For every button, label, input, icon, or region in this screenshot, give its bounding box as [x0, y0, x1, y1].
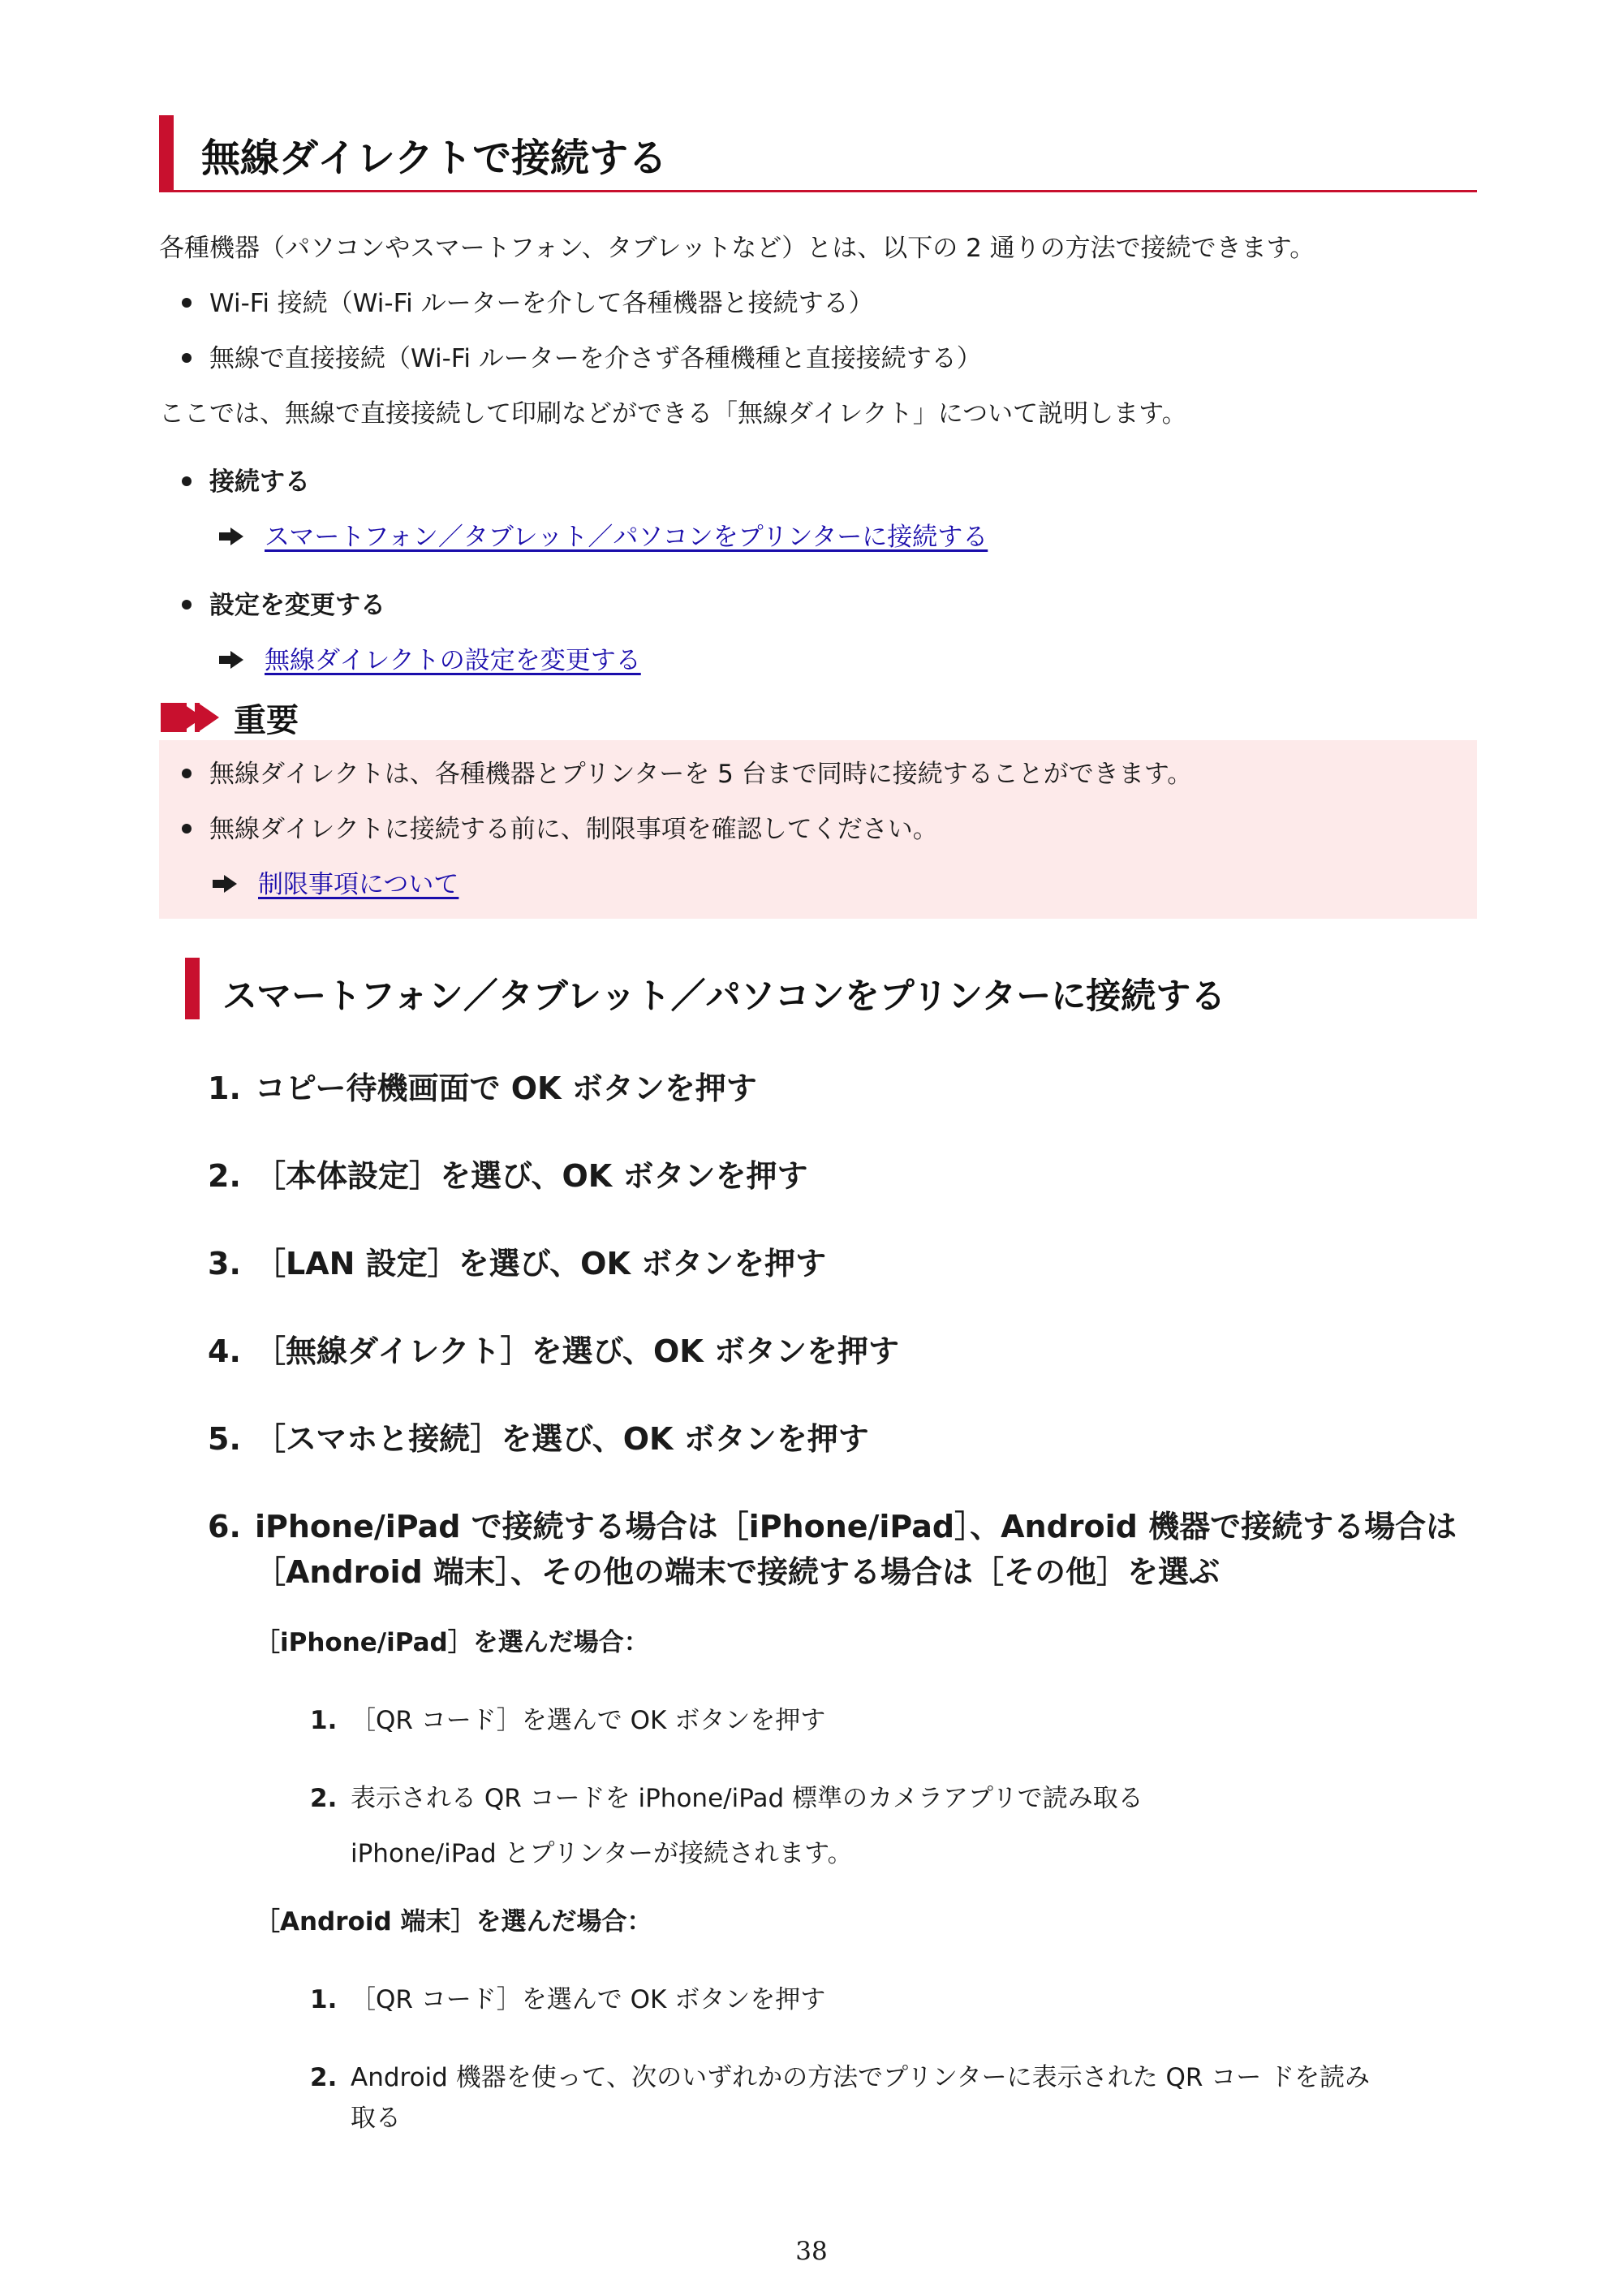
bullet-icon — [182, 298, 192, 308]
step-item: 5. ［スマホと接続］を選び、OK ボタンを押す — [208, 1421, 869, 1457]
bullet-icon — [182, 769, 192, 778]
toc-item-connect: 接続する — [182, 461, 310, 498]
intro-text: 各種機器（パソコンやスマートフォン、タブレットなど）とは、以下の 2 通りの方法で接続できます。 — [159, 234, 1315, 263]
bullet-icon — [182, 476, 192, 486]
android-label: ［Android 端末］を選んだ場合： — [255, 1907, 652, 1936]
section-accent-bar — [185, 958, 200, 1019]
important-item: 無線ダイレクトに接続する前に、制限事項を確認してください。 — [182, 808, 938, 845]
main-heading — [159, 115, 1477, 192]
arrow-right-icon — [219, 651, 243, 669]
step-item-continued: ［Android 端末］、その他の端末で接続する場合は［その他］を選ぶ — [255, 1554, 1220, 1590]
substep-item: 1. ［QR コード］を選んで OK ボタンを押す — [310, 1985, 826, 2014]
important-label: 重要 — [234, 702, 299, 739]
substep-item: 2. Android 機器を使って、次のいずれかの方法でプリンターに表示された QR コー ドを読み — [310, 2063, 1371, 2092]
step-item: 2. ［本体設定］を選び、OK ボタンを押す — [208, 1158, 808, 1194]
toc-link-row — [219, 640, 641, 676]
important-link-row — [213, 864, 458, 900]
important-item: 無線ダイレクトは、各種機器とプリンターを 5 台まで同時に接続することができます。 — [182, 753, 1192, 790]
method-item: Wi-Fi 接続（Wi-Fi ルーターを介して各種機器と接続する） — [182, 282, 874, 319]
step-item: 4. ［無線ダイレクト］を選び、OK ボタンを押す — [208, 1333, 899, 1369]
substep-item-continued: 取る — [351, 2104, 401, 2133]
link-connect-devices[interactable]: スマートフォン／タブレット／パソコンをプリンターに接続する — [265, 523, 988, 552]
substep-item: 1. ［QR コード］を選んで OK ボタンを押す — [310, 1706, 826, 1735]
bullet-icon — [182, 824, 192, 834]
method-item: 無線で直接接続（Wi-Fi ルーターを介さず各種機種と直接接続する） — [182, 338, 982, 374]
page-number: 38 — [795, 2237, 828, 2266]
arrow-right-icon — [213, 875, 237, 893]
iphone-label: ［iPhone/iPad］を選んだ場合： — [255, 1628, 649, 1657]
toc-item-settings: 設定を変更する — [182, 584, 385, 621]
bullet-icon — [182, 353, 192, 363]
heading-accent-bar — [159, 115, 174, 190]
substep-item: 2. 表示される QR コードを iPhone/iPad 標準のカメラアプリで読み取る — [310, 1784, 1143, 1813]
description-text: ここでは、無線で直接接続して印刷などができる「無線ダイレクト」について説明します。 — [159, 399, 1187, 429]
bullet-icon — [182, 600, 192, 610]
page-title: 無線ダイレクトで接続する — [201, 136, 668, 181]
step-item: 3. ［LAN 設定］を選び、OK ボタンを押す — [208, 1246, 827, 1282]
substep-note: iPhone/iPad とプリンターが接続されます。 — [351, 1839, 853, 1868]
link-restrictions[interactable]: 制限事項について — [258, 870, 459, 899]
toc-link-row — [219, 516, 988, 553]
step-item: 6. iPhone/iPad で接続する場合は［iPhone/iPad］、Android 機器で接続する場合は — [208, 1509, 1457, 1544]
link-change-settings[interactable]: 無線ダイレクトの設定を変更する — [265, 646, 641, 675]
step-item: 1. コピー待機画面で OK ボタンを押す — [208, 1070, 757, 1106]
section-title: スマートフォン／タブレット／パソコンをプリンターに接続する — [222, 976, 1226, 1017]
arrow-right-icon — [219, 528, 243, 545]
